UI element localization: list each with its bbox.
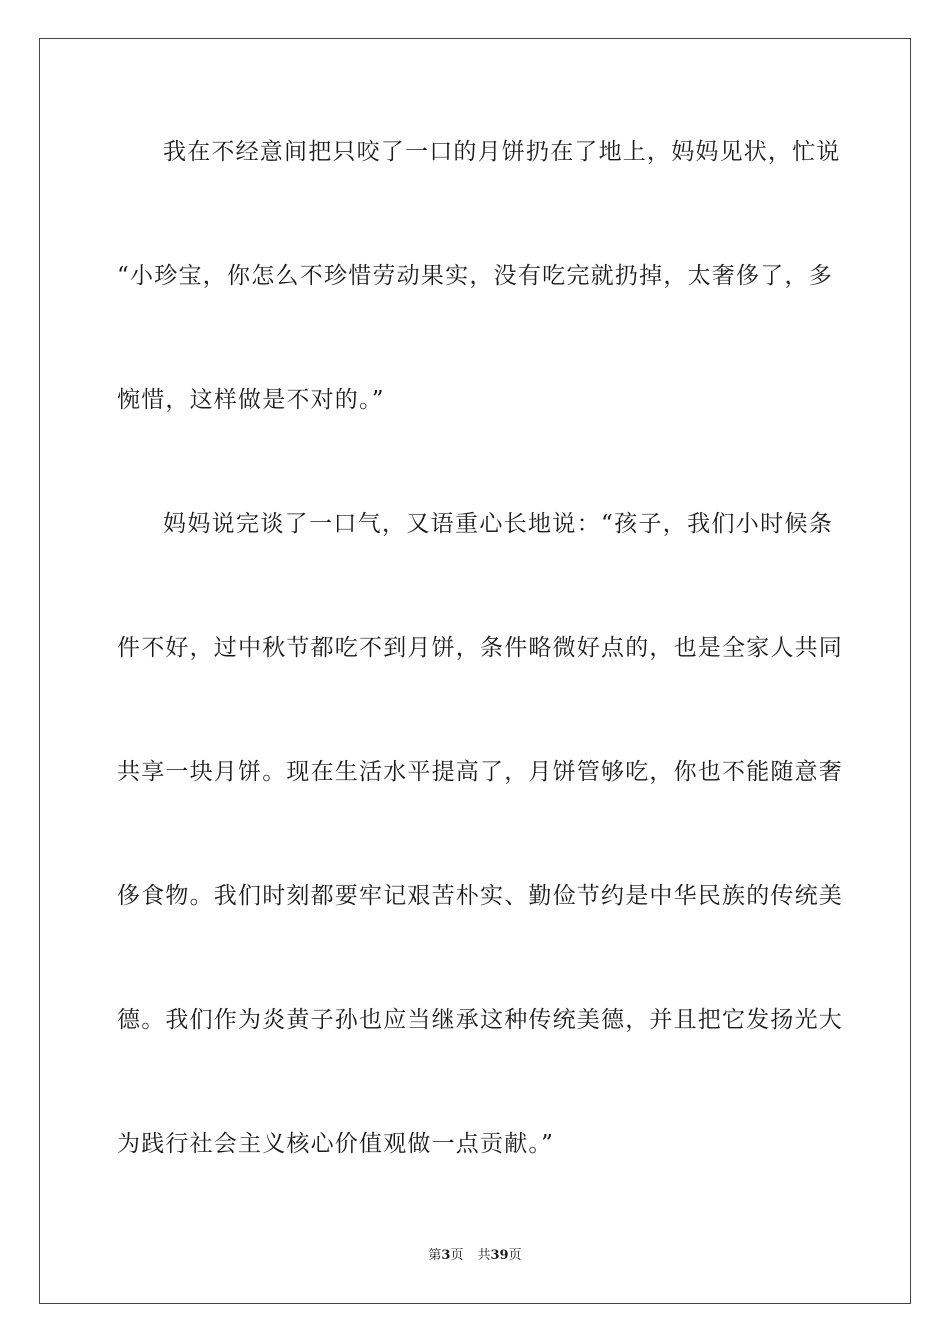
paragraph-2-line-6: 为践行社会主义核心价值观做一点贡献。” <box>117 1131 555 1157</box>
paragraph-2-line-2: 件不好，过中秋节都吃不到月饼，条件略微好点的，也是全家人共同 <box>117 635 843 661</box>
page-number: 3 <box>441 1248 451 1263</box>
total-prefix: 共 <box>477 1248 491 1263</box>
paragraph-2-line-1: 妈妈说完谈了一口气，又语重心长地说：“孩子，我们小时候条 <box>163 511 833 537</box>
paragraph-2-line-5: 德。我们作为炎黄子孙也应当继承这种传统美德，并且把它发扬光大 <box>117 1007 843 1033</box>
paragraph-2-line-3: 共享一块月饼。现在生活水平提高了，月饼管够吃，你也不能随意奢 <box>117 759 843 785</box>
paragraph-1-line-2: “小珍宝，你怎么不珍惜劳动果实，没有吃完就扔掉，太奢侈了，多 <box>117 263 833 289</box>
paragraph-2-line-4: 侈食物。我们时刻都要牢记艰苦朴实、勤俭节约是中华民族的传统美 <box>117 883 843 909</box>
paragraph-1-line-3: 惋惜，这样做是不对的。” <box>117 387 385 413</box>
page-suffix: 页 <box>450 1248 464 1263</box>
total-suffix: 页 <box>508 1248 522 1263</box>
paragraph-1-line-1: 我在不经意间把只咬了一口的月饼扔在了地上，妈妈见状，忙说 <box>163 139 841 165</box>
page-footer <box>0 1247 950 1265</box>
total-pages: 39 <box>490 1248 509 1263</box>
page-prefix: 第 <box>428 1248 442 1263</box>
page-border <box>39 38 911 1304</box>
